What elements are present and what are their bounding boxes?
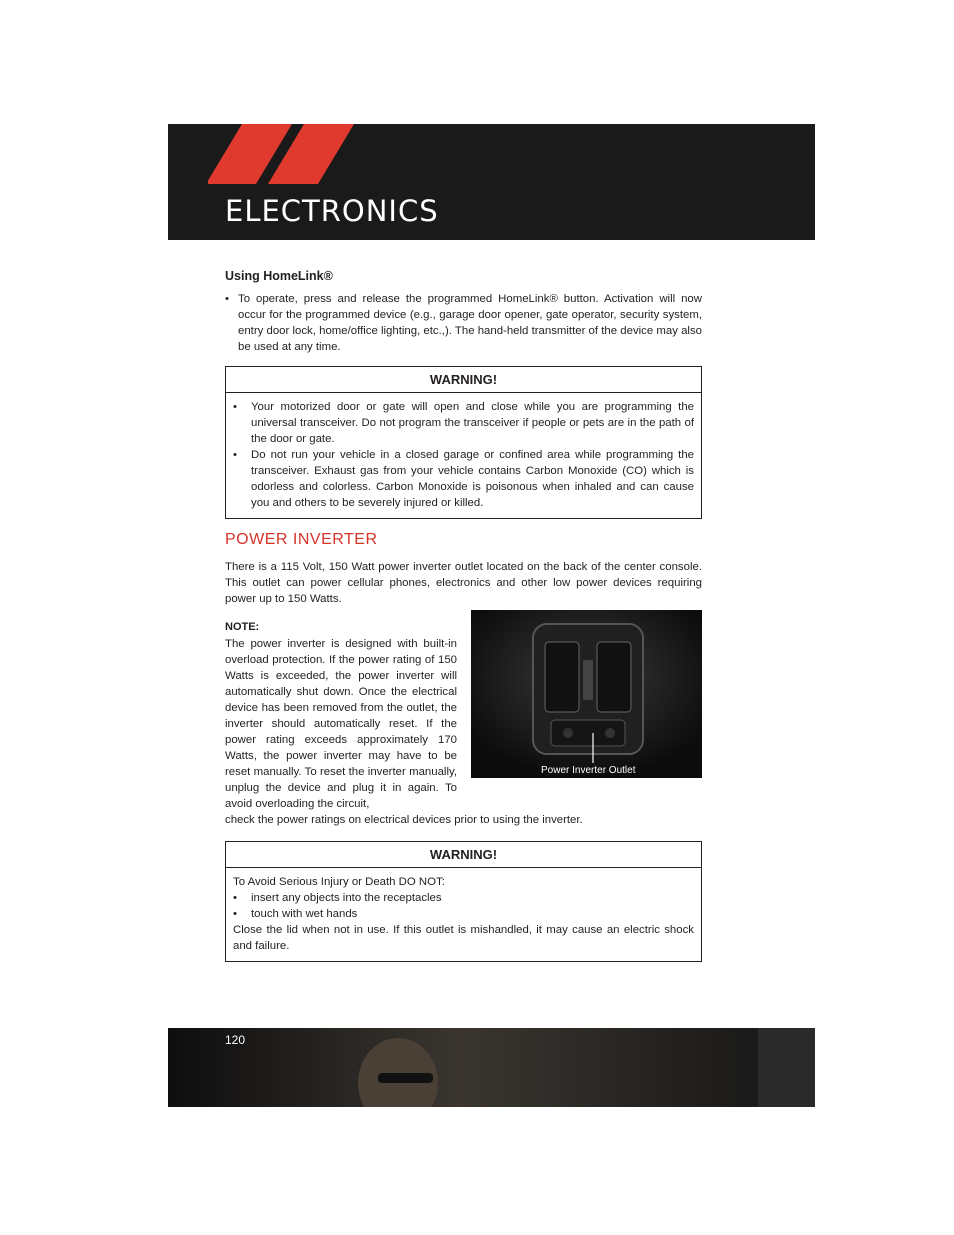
main-content [225, 268, 702, 962]
note-text-column [225, 619, 457, 812]
warning-lead: To Avoid Serious Injury or Death DO NOT: [233, 876, 445, 888]
warning-box-inverter [225, 841, 702, 962]
photo-caption: Power Inverter Outlet [541, 765, 636, 776]
homelink-bullets [225, 291, 702, 355]
warning-list [233, 399, 694, 511]
note-text-continued: check the power ratings on electrical devices prior to using the inverter. [225, 814, 583, 826]
warning-bullet: • Do not run your vehicle in a closed garage or confined area while programming the transceiver. Exhaust gas from your vehicle contains Carbon Monoxide (CO) which is odorless and colorless. Carbon Monoxide is poisonous when inhaled and can cause you and others to be severely injured or killed. [233, 447, 694, 511]
note-text: The power inverter is designed with built-in overload protection. If the power rating of 150 Watts is exceeded, the power inverter will automatically shut down. Once the electrical device has been removed from the outlet, the inverter should automatically reset. If the power rating exceeds approximately 170 Watts, the power inverter may have to be reset manually. To reset the inverter manually, unplug the device and plug it in again. To avoid overloading the circuit, [225, 638, 457, 810]
warning-closing: Close the lid when not in use. If this outlet is mishandled, it may cause an electric shock and failure. [233, 924, 694, 952]
note-section [225, 619, 702, 828]
warning-body [226, 868, 701, 961]
warning-bullet: • insert any objects into the receptacles [233, 890, 694, 906]
homelink-bullet: • To operate, press and release the programmed HomeLink® button. Activation will now occur for the programmed device (e.g., garage door opener, gate operator, security system, entry door lock, home/office lighting, etc.,). The hand-held transmitter of the device may also be used at any time. [225, 291, 702, 355]
warning-body [226, 393, 701, 518]
power-inverter-heading: POWER INVERTER [225, 531, 378, 548]
note-label: NOTE: [225, 621, 260, 633]
warning-box-homelink [225, 366, 702, 519]
page-title: ELECTRONICS [225, 194, 439, 228]
warning-bullet: • Your motorized door or gate will open and close while you are programming the universal transceiver. Do not program the transceiver if people or pets are in the path of the door or gate. [233, 399, 694, 447]
power-inverter-photo [471, 610, 702, 778]
console-image [471, 610, 702, 778]
power-inverter-intro: There is a 115 Volt, 150 Watt power inverter outlet located on the back of the center console. This outlet can power cellular phones, electronics and other low power devices requiring power up to 150 Watts. [225, 561, 702, 605]
warning-heading: WARNING! [226, 842, 701, 868]
brand-stripes-icon [208, 124, 358, 184]
homelink-heading: Using HomeLink® [225, 269, 333, 283]
footer-photo [168, 1028, 815, 1107]
warning-heading: WARNING! [226, 367, 701, 393]
page-number: 120 [225, 1033, 246, 1047]
page-header [168, 124, 815, 240]
warning-bullet: • touch with wet hands [233, 906, 694, 922]
warning-list [233, 890, 694, 922]
page-footer [168, 1028, 815, 1107]
